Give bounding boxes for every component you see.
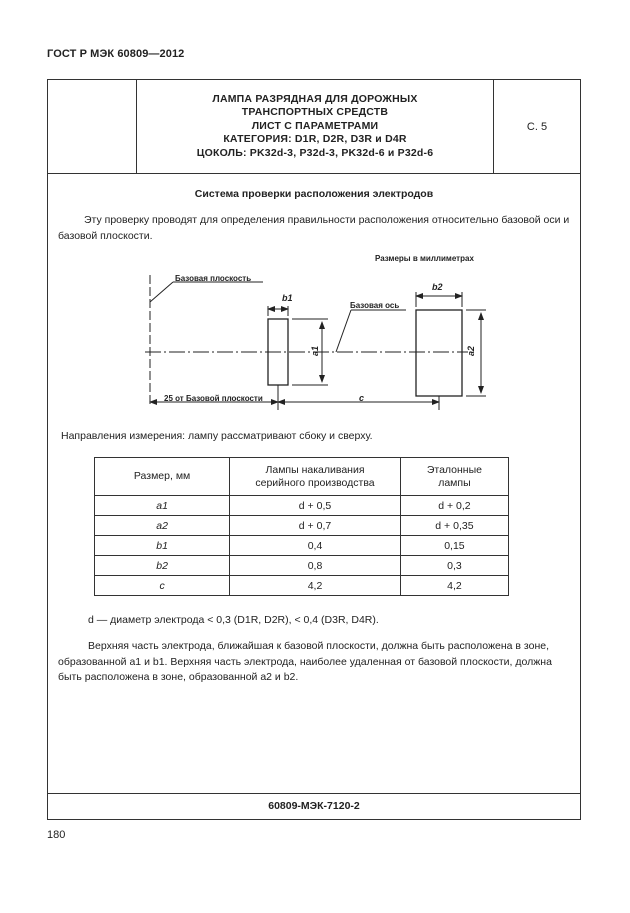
sheet-number: С. 5 — [526, 120, 548, 133]
table-row — [95, 516, 509, 536]
base-axis-leader — [336, 310, 351, 352]
footer-code: 60809-МЭК-7120-2 — [268, 800, 360, 812]
table-row — [95, 576, 509, 596]
base-plane-label: Базовая плоскость — [175, 274, 252, 283]
table-cell: d + 0,7 — [230, 516, 401, 536]
table-cell: 0,4 — [230, 536, 401, 556]
a1-label: a1 — [310, 345, 321, 357]
table-cell: 0,15 — [400, 536, 508, 556]
table-cell: d + 0,2 — [400, 496, 508, 516]
table-cell: 0,3 — [400, 556, 508, 576]
table-header-row — [95, 458, 509, 496]
electrode-diameter-note: d — диаметр электрода < 0,3 (D1R, D2R), < 0,4 (D3R, D4R). — [88, 614, 379, 626]
title-line: КАТЕГОРИЯ: D1R, D2R, D3R и D4R — [223, 133, 407, 146]
title-line: ЛИСТ С ПАРАМЕТРАМИ — [251, 119, 379, 132]
table-header: Эталонные лампы — [400, 458, 508, 496]
table-cell: a1 — [95, 496, 230, 516]
base-axis-label: Базовая ось — [350, 301, 400, 310]
b1-label: b1 — [282, 293, 293, 303]
sheet-frame — [47, 79, 581, 820]
table-header: Размер, мм — [95, 458, 230, 496]
direction-note: Направления измерения: лампу рассматривают сбоку и сверху. — [61, 430, 373, 442]
table-cell: b1 — [95, 536, 230, 556]
standard-code: ГОСТ Р МЭК 60809—2012 — [47, 48, 185, 60]
table-cell: c — [95, 576, 230, 596]
distance-25-label: 25 от Базовой плоскости — [164, 394, 263, 403]
title-line: ЛАМПА РАЗРЯДНАЯ ДЛЯ ДОРОЖНЫХ — [212, 92, 418, 105]
table-cell: 4,2 — [230, 576, 401, 596]
a2-label: a2 — [466, 345, 477, 357]
table-row — [95, 536, 509, 556]
table-cell: 0,8 — [230, 556, 401, 576]
page-number: 180 — [47, 829, 66, 841]
dimensions-note: Размеры в миллиметрах — [375, 254, 474, 263]
title-line: ЦОКОЛЬ: PK32d-3, P32d-3, PK32d-6 и P32d-6 — [196, 146, 434, 159]
table-row — [95, 496, 509, 516]
tolerance-table — [94, 457, 509, 596]
base-plane-leader — [150, 282, 173, 302]
c-label: c — [359, 393, 365, 403]
electrode-position-paragraph: Верхняя часть электрода, ближайшая к базовой плоскости, должна быть расположена в зоне, образованной a1 и b1. Верхняя часть электрода, наиболее удаленная от базовой плоскости, должна быть расположена в зоне, образованной a2 и b2. — [58, 640, 552, 683]
table-cell: 4,2 — [400, 576, 508, 596]
table-cell: d + 0,5 — [230, 496, 401, 516]
electrode-zone-2 — [416, 310, 462, 396]
section-title: Система проверки расположения электродов — [194, 188, 434, 200]
table-header: Лампы накаливания серийного производства — [230, 458, 401, 496]
table-cell: a2 — [95, 516, 230, 536]
electrode-diagram — [48, 80, 580, 420]
intro-paragraph: Эту проверку проводят для определения правильности расположения относительно базовой оси и базовой плоскости. — [58, 214, 570, 242]
title-line: ТРАНСПОРТНЫХ СРЕДСТВ — [241, 106, 389, 119]
table-row — [95, 556, 509, 576]
b2-label: b2 — [432, 282, 443, 292]
footer-divider — [48, 793, 580, 794]
table-cell: b2 — [95, 556, 230, 576]
table-cell: d + 0,35 — [400, 516, 508, 536]
